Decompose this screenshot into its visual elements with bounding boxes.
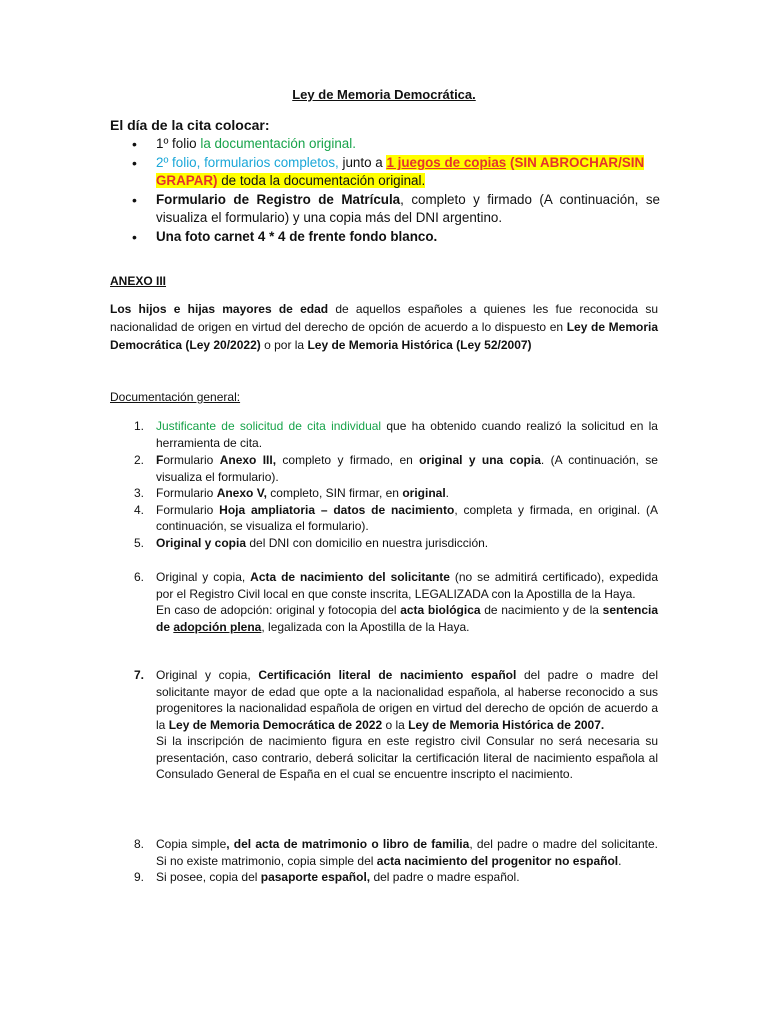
item-text: completo, SIN firmar, en <box>266 486 403 500</box>
page-title: Ley de Memoria Democrática. <box>292 87 476 102</box>
docs-list <box>110 836 658 886</box>
item-text: original <box>402 486 446 500</box>
item-text: En caso de adopción: original y fotocopia del <box>156 603 401 617</box>
item-text: Justificante de solicitud de cita individual <box>156 419 382 433</box>
item-text: de nacimiento y de la <box>480 603 603 617</box>
item-text: Anexo V, <box>216 486 267 500</box>
item-text: , del <box>226 837 256 851</box>
anexo-paragraph <box>110 300 658 354</box>
item-text: pasaporte español, <box>260 870 371 884</box>
item-text: Ley de Memoria Histórica de 2007. <box>408 717 605 732</box>
para-text: Ley de Memoria Histórica (Ley 52/2007) <box>307 338 532 352</box>
item-text: adopción plena <box>173 619 262 634</box>
anexo-heading: ANEXO III <box>110 274 167 288</box>
bullet-text: 2º folio <box>156 155 197 170</box>
item-text: Hoja ampliatoria – datos de nacimiento <box>219 502 455 517</box>
bullet-item <box>110 154 660 190</box>
item-text: Ley de Memoria Democrática de 2022 <box>168 717 383 732</box>
bullet-text: 1º folio <box>156 136 201 151</box>
item-text: Si posee, copia del <box>156 870 261 884</box>
copies-highlight: 1 juegos de copias <box>386 155 507 170</box>
bullet-text: Una foto carnet 4 * 4 de frente fondo blanco. <box>156 229 438 244</box>
para-text: o por la <box>260 338 308 352</box>
item-text: del DNI con domicilio en nuestra jurisdicción. <box>246 535 489 550</box>
item-text: . (A continuación, se visualiza el formulario). <box>156 453 658 484</box>
item-text: del padre o madre español. <box>370 870 520 884</box>
bullet-item <box>110 228 660 246</box>
item-number: 5. <box>134 535 145 550</box>
item-number: 4. <box>134 502 145 517</box>
item-text: F <box>156 453 164 467</box>
item-text: sentencia de <box>156 603 658 634</box>
list-item <box>110 535 658 552</box>
para-text: Los hijos e hijas mayores de edad <box>110 302 329 316</box>
adoption-note <box>156 602 658 635</box>
docs-list <box>110 667 658 783</box>
item-text: acta nacimiento del progenitor no español <box>376 853 619 868</box>
item-text: completo y firmado, en <box>276 453 420 467</box>
item-number: 7. <box>134 668 145 682</box>
para-text: Ley de Memoria Democrática (Ley 20/2022) <box>110 320 659 352</box>
item-text: Si la inscripción de nacimiento figura en este registro civil Consular no será necesaria su presentación, caso contrario, deberá solicitar la certificación literal de nacimiento española al Consulado General de España en el cual se encuentre inscripto el nacimiento. <box>156 734 658 781</box>
list-item <box>110 452 658 485</box>
item-text: Formulario <box>156 486 217 500</box>
item-text: del padre o madre del solicitante mayor de edad que opte a la nacionalidad española, al haberse reconocido a sus progenitores la nacionalidad española de origen en virtud del derecho de opción de acuerdo a la <box>156 668 659 732</box>
intro-bullet-list <box>110 135 660 247</box>
no-staple-highlight: (SIN ABROCHAR/SIN GRAPAR) <box>156 155 645 188</box>
bullet-text: junto a <box>338 155 387 170</box>
item-text: Original y copia, <box>156 570 251 584</box>
item-text: acta biológica <box>400 603 481 617</box>
item-text: que ha obtenido cuando realizó la solicitud en la herramienta de cita. <box>156 419 658 450</box>
bullet-text: , completo y firmado (A continuación, se visualiza el formulario) y una copia más del DNI argentino. <box>156 192 661 225</box>
item-number: 6. <box>134 570 145 584</box>
docs-list <box>110 569 658 635</box>
consular-note <box>156 733 658 783</box>
item-text: (no se admitirá certificado), expedida por el Registro Civil local en que conste inscrita, LEGALIZADA con la Apostilla de la Haya. <box>156 570 658 601</box>
list-item <box>110 485 658 502</box>
item-text: , legalizada con la Apostilla de la Haya. <box>261 619 470 634</box>
list-item <box>110 869 658 886</box>
docs-list <box>110 418 658 551</box>
list-item <box>110 502 658 535</box>
item-text: acta de matrimonio o libro de familia <box>255 837 470 851</box>
item-number: 8. <box>134 837 145 851</box>
intro-heading: El día de la cita colocar: <box>110 117 270 133</box>
item-number: 9. <box>134 870 145 884</box>
item-text: Original y copia <box>156 535 247 550</box>
bullet-item <box>110 191 660 227</box>
bullet-text: , <box>196 155 205 170</box>
item-text: , del padre o madre del solicitante. Si no existe matrimonio, copia simple del <box>156 837 658 868</box>
docs-heading: Documentación general: <box>110 390 241 404</box>
item-text: Acta de nacimiento del solicitante <box>250 570 450 584</box>
para-text: de aquellos españoles a quienes les fue reconocida su nacionalidad de origen en virtud del derecho de opción de acuerdo a lo dispuesto en <box>110 302 658 334</box>
item-text: Original y copia, <box>156 668 259 682</box>
bullet-highlight-text: la documentación original. <box>200 136 356 151</box>
item-text: Anexo III, <box>219 453 277 467</box>
list-item <box>110 569 658 635</box>
list-item <box>110 418 658 451</box>
item-text: Certificación literal de nacimiento español <box>258 668 517 682</box>
item-number: 1. <box>134 419 145 433</box>
item-text: . <box>618 853 622 868</box>
item-text: original y una copia <box>419 453 541 467</box>
list-item <box>110 836 658 869</box>
bullet-item <box>110 135 660 153</box>
item-text: o la <box>382 717 409 732</box>
bullet-text: Formulario de Registro de Matrícula <box>156 192 401 207</box>
item-text: Formulario <box>156 502 220 517</box>
item-number: 3. <box>134 486 145 500</box>
bullet-text: de toda la documentación original. <box>217 173 426 188</box>
item-number: 2. <box>134 453 145 467</box>
item-text: ormulario <box>163 453 220 467</box>
item-text: , completa y firmada, en original. (A continuación, se visualiza el formulario). <box>156 502 658 533</box>
item-text: Copia simple <box>156 837 227 851</box>
bullet-text: formularios completos, <box>204 155 339 170</box>
list-item <box>110 667 658 783</box>
item-text: . <box>445 486 450 500</box>
